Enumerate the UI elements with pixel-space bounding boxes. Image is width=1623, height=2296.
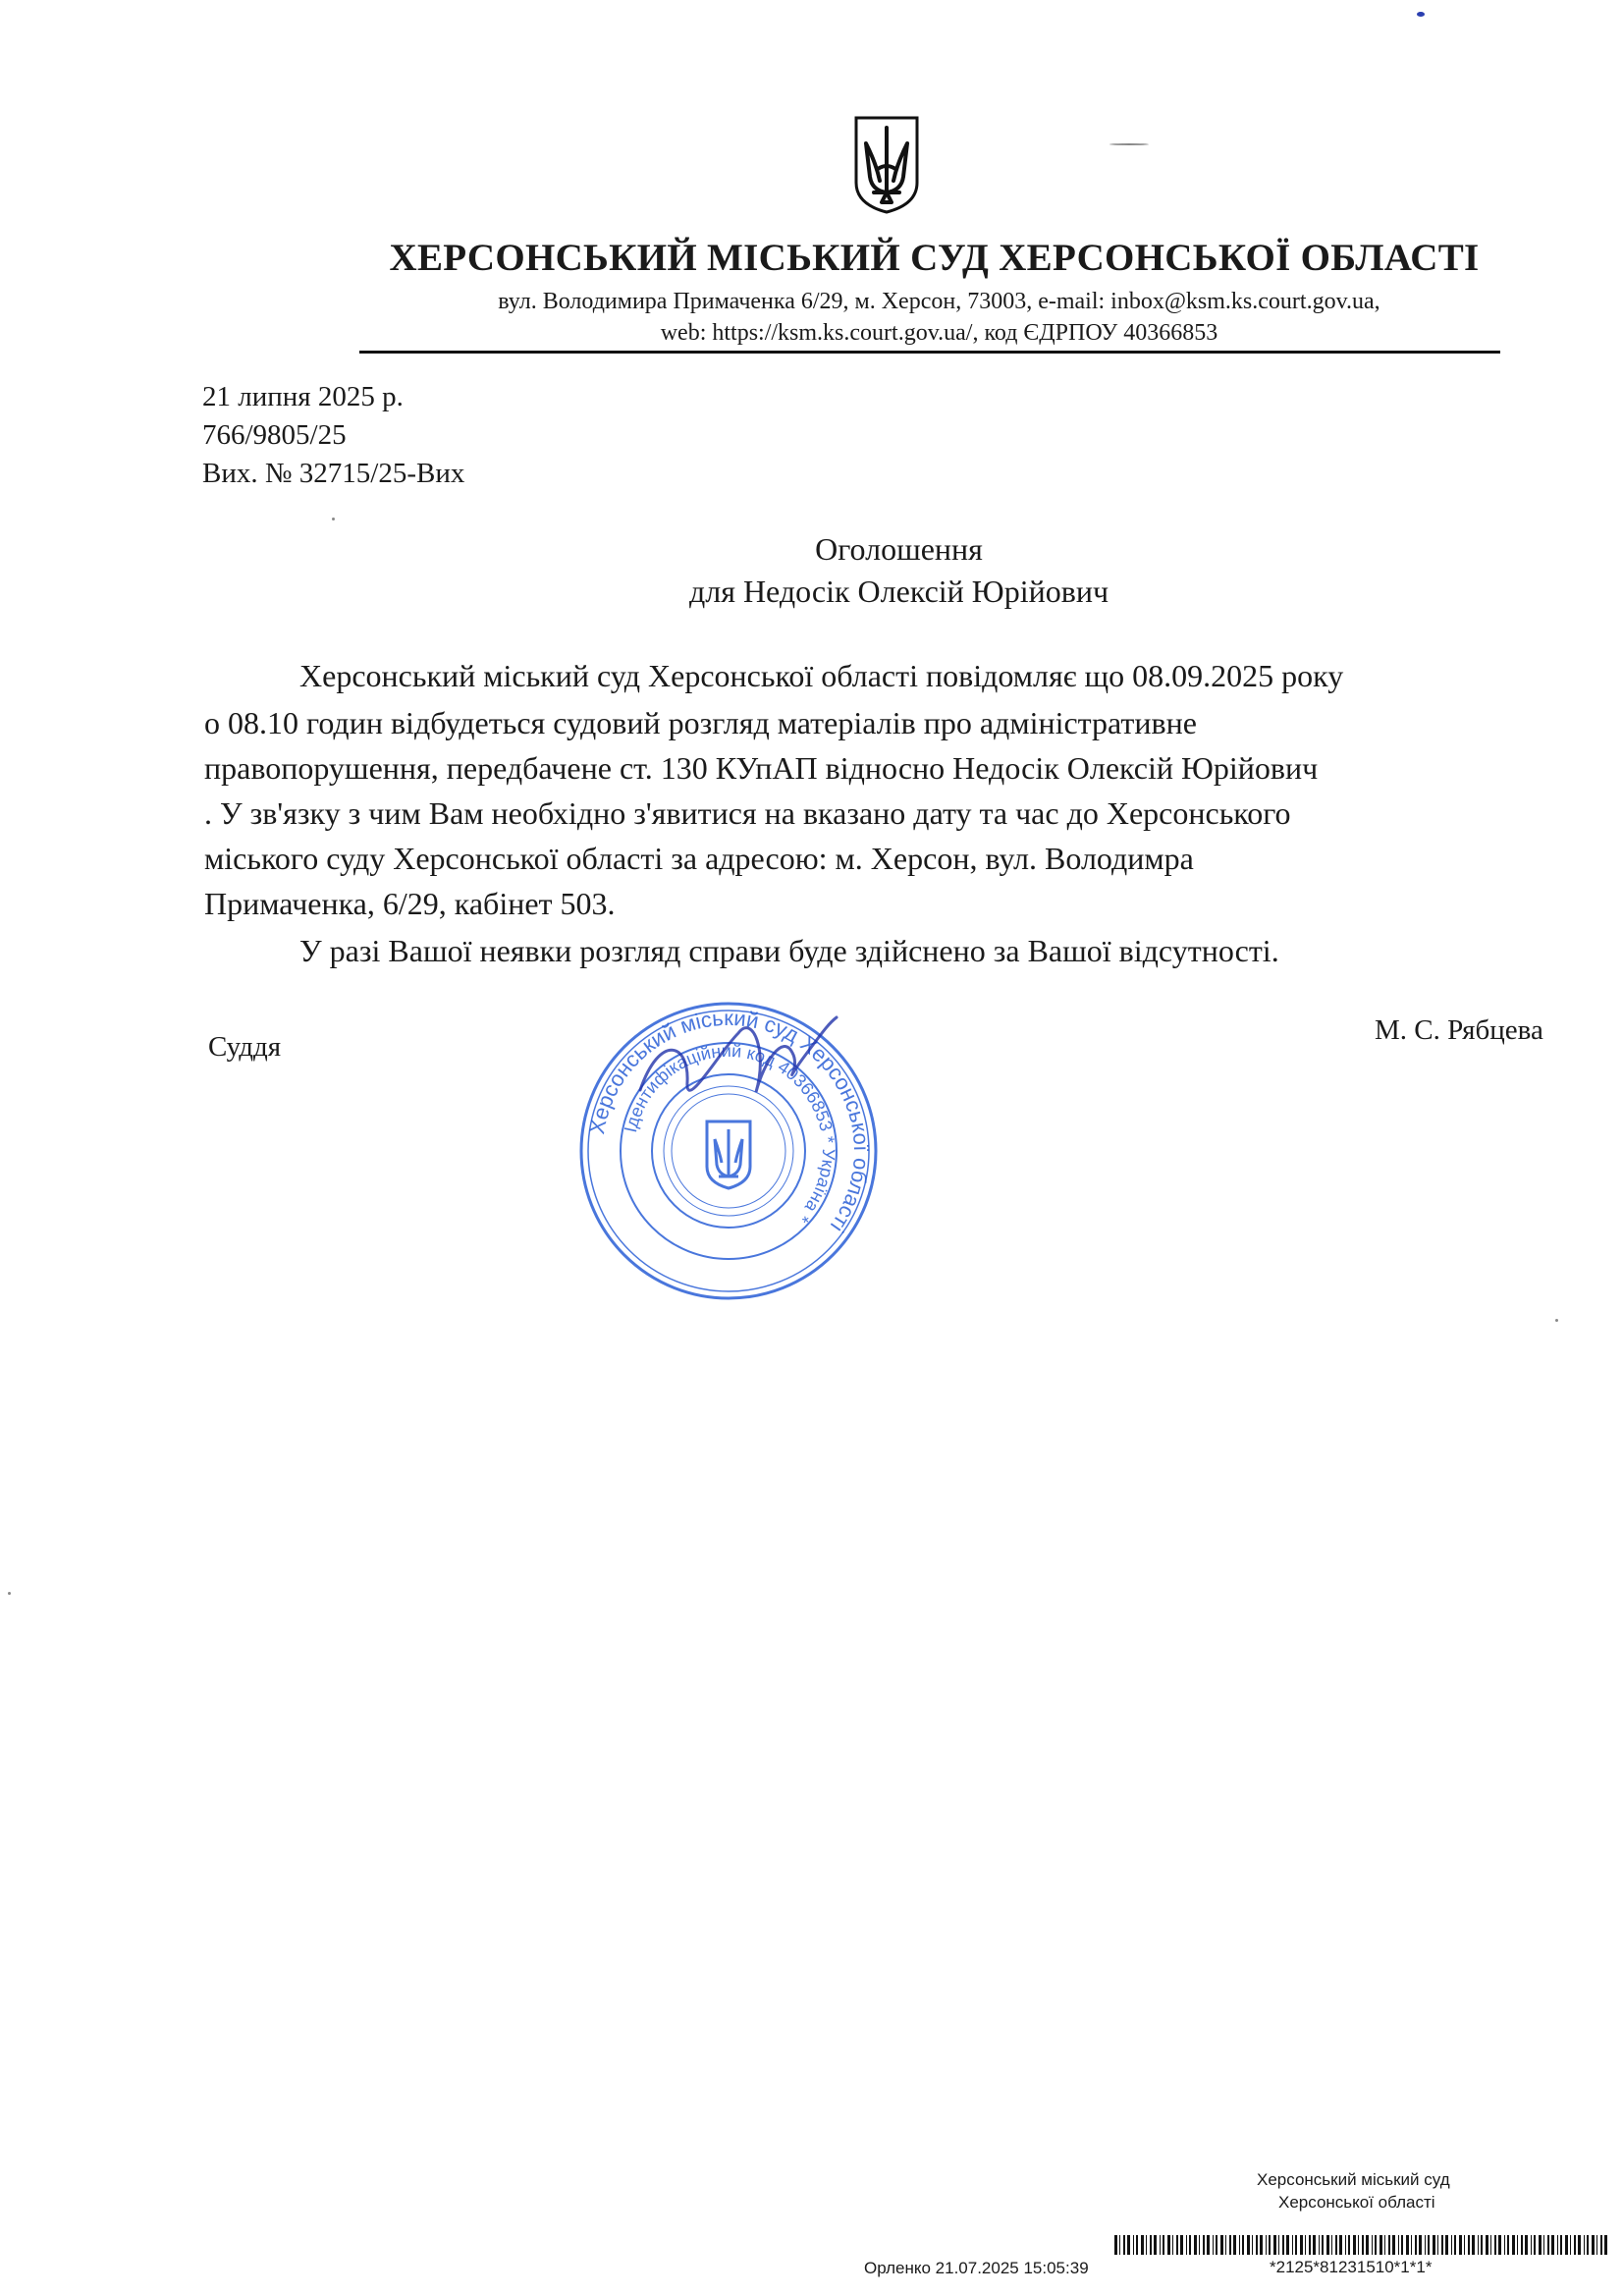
barcode-code: *2125*81231510*1*1* [1270, 2258, 1433, 2276]
court-name: ХЕРСОНСЬКИЙ МІСЬКИЙ СУД ХЕРСОНСЬКОЇ ОБЛАСТІ [389, 237, 1480, 279]
barcode-bar [1525, 2235, 1528, 2255]
barcode-bar [1560, 2235, 1562, 2255]
barcode-bar [1335, 2235, 1337, 2255]
barcode-bar [1213, 2235, 1214, 2255]
footer-issuer: Орленко 21.07.2025 15:05:39 [864, 2259, 1089, 2277]
barcode-bar [1136, 2235, 1138, 2255]
barcode-bar [1348, 2235, 1350, 2255]
barcode-bar [1189, 2235, 1191, 2255]
barcode-bar [1574, 2235, 1576, 2255]
barcode-bar [1186, 2235, 1187, 2255]
barcode-bar [1441, 2235, 1443, 2255]
barcode-bar [1114, 2235, 1117, 2255]
barcode-bar [1242, 2235, 1244, 2255]
barcode-bar [1507, 2235, 1509, 2255]
barcode-bar [1454, 2235, 1456, 2255]
scan-speck [1555, 1319, 1558, 1322]
court-seal [571, 994, 886, 1308]
case-number: 766/9805/25 [202, 419, 347, 451]
barcode-bar [1305, 2235, 1306, 2255]
barcode-bar [1398, 2235, 1399, 2255]
seal-outer-text: Херсонський міський суд Херсонської області [584, 1005, 875, 1237]
barcode-bar [1247, 2235, 1250, 2255]
body-line: . У зв'язку з чим Вам необхідно з'явитися на вказано дату та час до Херсонського [204, 795, 1291, 831]
barcode-bar [1150, 2235, 1152, 2255]
barcode-bar [1584, 2235, 1585, 2255]
barcode-bar [1278, 2235, 1279, 2255]
barcode-bar [1481, 2235, 1483, 2255]
barcode-bar [1534, 2235, 1536, 2255]
court-web-code: web: https://ksm.ks.court.gov.ua/, код ЄДРПОУ 40366853 [660, 320, 1218, 346]
barcode-bar [1478, 2235, 1479, 2255]
barcode-bar [1517, 2235, 1518, 2255]
barcode-bar [1425, 2235, 1426, 2255]
barcode-bar [1220, 2235, 1223, 2255]
barcode-bar [1300, 2235, 1303, 2255]
barcode-bar [1286, 2235, 1289, 2255]
barcode-bar [1176, 2235, 1178, 2255]
barcode-bar [1119, 2235, 1120, 2255]
barcode-bar [1551, 2235, 1554, 2255]
barcode-bar [1225, 2235, 1226, 2255]
barcode-bar [1384, 2235, 1385, 2255]
barcode-bar [1146, 2235, 1147, 2255]
barcode-bar [1141, 2235, 1144, 2255]
barcode-bar [1468, 2235, 1470, 2255]
scan-speck [8, 1592, 11, 1595]
barcode-bar [1498, 2235, 1501, 2255]
barcode-bar [1570, 2235, 1571, 2255]
barcode-bar [1494, 2235, 1496, 2255]
barcode-bar [1295, 2235, 1297, 2255]
judge-label: Суддя [208, 1031, 282, 1063]
barcode-bar [1160, 2235, 1161, 2255]
barcode-bar [1282, 2235, 1284, 2255]
barcode-bar [1229, 2235, 1231, 2255]
body-line: Примаченка, 6/29, кабінет 503. [204, 886, 616, 921]
footer-court-name: Херсонський міський суд [1257, 2170, 1450, 2189]
barcode-bar [1133, 2235, 1134, 2255]
barcode-bar [1596, 2235, 1597, 2255]
barcode-bar [1521, 2235, 1523, 2255]
court-address: вул. Володимира Примаченка 6/29, м. Херсон, 73003, e-mail: inbox@ksm.ks.court.gov.ua, [498, 289, 1380, 314]
body-line: о 08.10 годин відбудеться судовий розгляд матеріалів про адміністративне [204, 705, 1197, 740]
barcode-bar [1392, 2235, 1395, 2255]
body-line: Херсонський міський суд Херсонської області повідомляє що 08.09.2025 року [299, 658, 1344, 693]
barcode-bar [1167, 2235, 1170, 2255]
scan-speck [1109, 143, 1149, 145]
barcode-bar [1172, 2235, 1173, 2255]
barcode-bar [1543, 2235, 1544, 2255]
barcode-bar [1362, 2235, 1364, 2255]
barcode-bar [1313, 2235, 1316, 2255]
barcode-bar [1512, 2235, 1515, 2255]
barcode-bar [1388, 2235, 1390, 2255]
barcode-bar [1273, 2235, 1276, 2255]
barcode-bar [1353, 2235, 1356, 2255]
barcode-bar [1459, 2235, 1462, 2255]
barcode [1112, 2212, 1613, 2259]
barcode-bar [1266, 2235, 1267, 2255]
barcode-bar [1490, 2235, 1491, 2255]
barcode-bar [1415, 2235, 1417, 2255]
barcode-bar [1309, 2235, 1311, 2255]
barcode-bar [1339, 2235, 1342, 2255]
outgoing-number: Вих. № 32715/25-Вих [202, 458, 465, 489]
barcode-bar [1252, 2235, 1253, 2255]
tryzub-emblem-icon [852, 114, 921, 216]
barcode-bar [1260, 2235, 1263, 2255]
scan-speck [332, 518, 335, 520]
barcode-bar [1547, 2235, 1549, 2255]
barcode-bar [1331, 2235, 1332, 2255]
barcode-bar [1269, 2235, 1271, 2255]
barcode-bar [1557, 2235, 1558, 2255]
barcode-bar [1375, 2235, 1377, 2255]
barcode-bar [1401, 2235, 1403, 2255]
barcode-bar [1578, 2235, 1581, 2255]
barcode-bar [1592, 2235, 1595, 2255]
seal-inner-text: Ідентифікаційний код 40366853 * Україна * [621, 1040, 839, 1228]
barcode-bar [1256, 2235, 1258, 2255]
barcode-bar [1163, 2235, 1164, 2255]
judge-name: М. С. Рябцева [1375, 1014, 1543, 1046]
barcode-bar [1504, 2235, 1505, 2255]
body-line: У разі Вашої неявки розгляд справи буде здійснено за Вашої відсутності. [299, 933, 1279, 968]
scan-speck [1417, 12, 1425, 17]
body-line: правопорушення, передбачене ст. 130 КУпАП відносно Недосік Олексій Юрійович [204, 750, 1319, 786]
barcode-bar [1411, 2235, 1412, 2255]
footer-court-region: Херсонської області [1278, 2193, 1435, 2212]
barcode-bar [1565, 2235, 1568, 2255]
barcode-bar [1180, 2235, 1183, 2255]
barcode-bar [1366, 2235, 1369, 2255]
barcode-bar [1154, 2235, 1157, 2255]
announcement-recipient: для Недосік Олексій Юрійович [688, 574, 1109, 609]
header-divider [359, 351, 1500, 354]
barcode-bar [1345, 2235, 1346, 2255]
barcode-bar [1531, 2235, 1532, 2255]
barcode-bar [1464, 2235, 1465, 2255]
barcode-bar [1207, 2235, 1210, 2255]
barcode-bar [1239, 2235, 1240, 2255]
barcode-bar [1233, 2235, 1236, 2255]
barcode-bar [1372, 2235, 1373, 2255]
barcode-bar [1326, 2235, 1329, 2255]
barcode-bar [1123, 2235, 1125, 2255]
body-line: міського суду Херсонської області за адресою: м. Херсон, вул. Володимра [204, 841, 1194, 876]
barcode-bar [1433, 2235, 1435, 2255]
barcode-bar [1451, 2235, 1452, 2255]
barcode-bar [1419, 2235, 1422, 2255]
barcode-bar [1600, 2235, 1602, 2255]
barcode-bar [1406, 2235, 1409, 2255]
barcode-bar [1539, 2235, 1542, 2255]
barcode-bar [1428, 2235, 1430, 2255]
barcode-bar [1319, 2235, 1320, 2255]
barcode-bar [1380, 2235, 1382, 2255]
barcode-bar [1203, 2235, 1205, 2255]
document-date: 21 липня 2025 р. [202, 381, 404, 412]
barcode-bar [1604, 2235, 1607, 2255]
barcode-bar [1587, 2235, 1589, 2255]
barcode-bar [1194, 2235, 1197, 2255]
barcode-bar [1472, 2235, 1475, 2255]
seal-tryzub-icon [707, 1121, 750, 1188]
barcode-bar [1127, 2235, 1130, 2255]
announcement-title: Оголошення [815, 531, 983, 567]
barcode-bar [1216, 2235, 1217, 2255]
barcode-bar [1445, 2235, 1448, 2255]
barcode-bar [1437, 2235, 1438, 2255]
barcode-bar [1322, 2235, 1324, 2255]
barcode-bar [1199, 2235, 1200, 2255]
barcode-bar [1486, 2235, 1488, 2255]
barcode-bar [1358, 2235, 1359, 2255]
barcode-bar [1292, 2235, 1293, 2255]
